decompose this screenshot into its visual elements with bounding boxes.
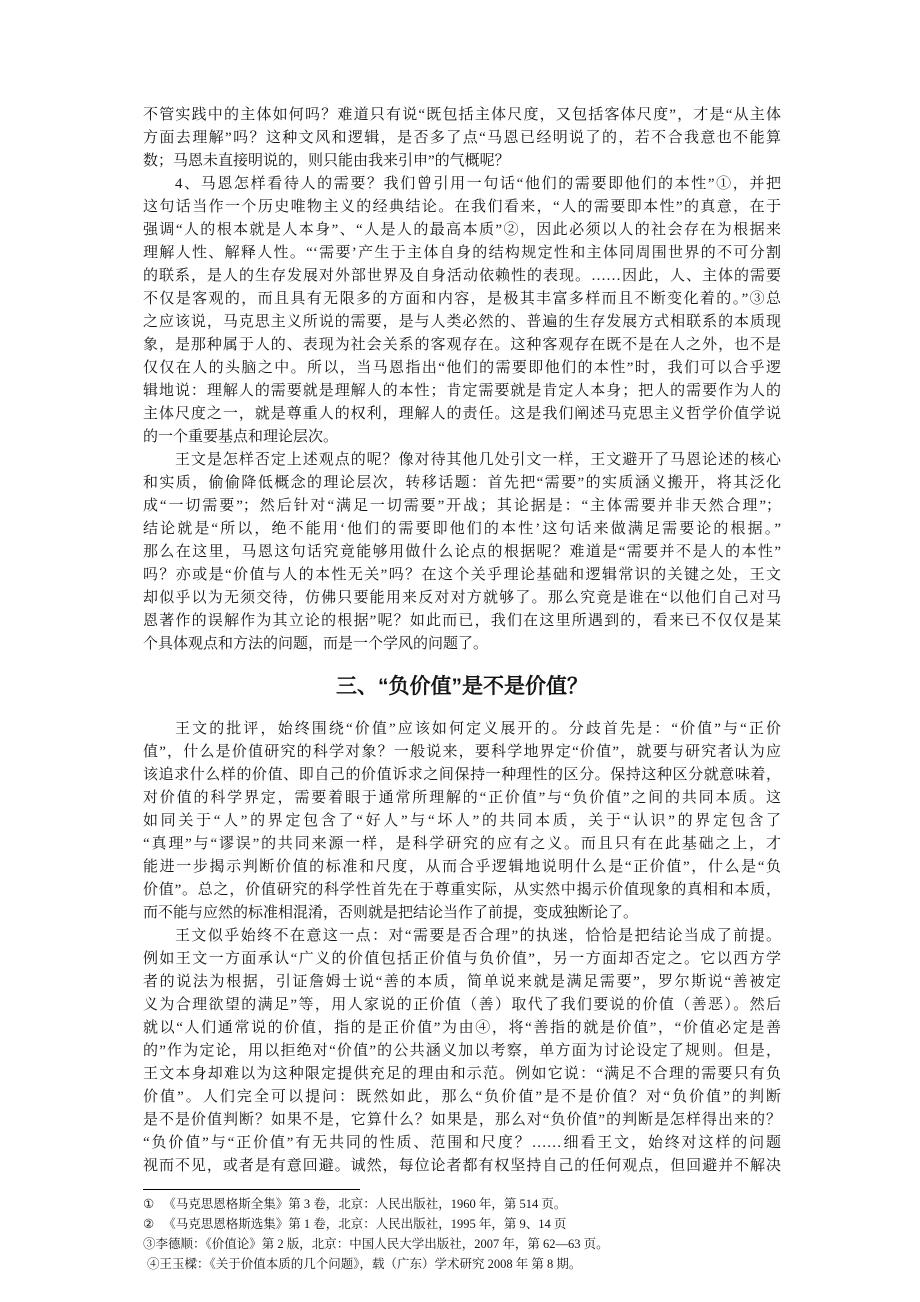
text-line: 却似乎以为无须交待，仿佛只要能用来反对对方就够了。那么究竟是谁在“以他们自己对马: [143, 590, 781, 606]
text-line: 不仅是客观的，而且具有无限多的方面和内容，是极其丰富多样而且不断变化着的。”③总: [143, 291, 781, 307]
text-line: 王文本身却难以为这种限定提供充足的理由和示范。例如它说：“满足不合理的需要只有负: [143, 1066, 781, 1082]
text-line: 恩著作的误解作为其立论的根据”呢？如此而已，我们在这里所遇到的，看来已不仅仅是某: [143, 613, 781, 629]
text-line: 义为合理欲望的满足”等，用人家说的正价值（善）取代了我们要说的价值（善恶）。然后: [143, 997, 781, 1013]
text-line: 而不能与应然的标准相混淆，否则就是把结论当作了前提，变成独断论了。: [143, 905, 639, 921]
footnote-mark: ②: [143, 1217, 155, 1231]
text-line: 理解人性、解释人性。“‘需要’产生于主体自身的结构规定性和主体同周围世界的不可分割: [143, 245, 781, 261]
text-line: 不管实践中的主体如何吗？难道只有说“既包括主体尺度，又包括客体尺度”，才是“从主体: [143, 107, 781, 123]
text-line: 王文似乎始终不在意这一点：对“需要是否合理”的执迷，恰恰是把结论当成了前提。: [175, 928, 781, 944]
section-heading: 三、“负价值”是不是价值？: [336, 675, 588, 698]
text-line: 的一个重要基点和理论层次。: [143, 429, 339, 445]
footnote-text: 《马克思恩格斯选集》第 1 卷，北京：人民出版社，1995 年，第 9、14 页: [163, 1217, 567, 1231]
text-line: 王文的批评，始终围绕“价值”应该如何定义展开的。分歧首先是：“价值”与“正价: [175, 721, 781, 737]
footnote-text: 《马克思恩格斯全集》第 3 卷，北京：人民出版社，1960 年，第 514 页。: [163, 1197, 567, 1211]
text-line: 数；马恩未直接明说的，则只能由我来引申”的气概呢？: [143, 153, 510, 169]
text-line: 视而不见，或者是有意回避。诚然，每位论者都有权坚持自己的任何观点，但回避并不解决: [143, 1158, 781, 1174]
text-line: 方面去理解”吗？这种文风和逻辑，是否多了点“马恩已经明说了的，若不合我意也不能算: [143, 130, 781, 146]
text-line: 主体尺度之一，就是尊重人的权利，理解人的责任。这是我们阐述马克思主义哲学价值学说: [143, 406, 781, 422]
text-line: 能进一步揭示判断价值的标准和尺度，从而合乎逻辑地说明什么是“正价值”，什么是“负: [143, 859, 781, 875]
footnote-text: 王玉樑：《关于价值本质的几个问题》，载（广东）学术研究 2008 年 第 8 期。: [159, 1257, 582, 1271]
text-line: 该追求什么样的价值、即自己的价值诉求之间保持一种理性的区分。保持这种区分就意味着，: [143, 767, 781, 783]
text-line: 之应该说，马克思主义所说的需要，是与人类必然的、普遍的生存发展方式相联系的本质现: [143, 314, 781, 330]
text-line: 就以“人们通常说的价值，指的是正价值”为由④，将“善指的就是价值”，“价值必定是善: [143, 1020, 781, 1036]
text-line: 值”，什么是价值研究的科学对象？一般说来，要科学地界定“价值”，就要与研究者认为应: [143, 744, 781, 760]
paragraph: [143, 104, 781, 173]
text-line: 的”作为定论，用以拒绝对“价值”的公共涵义加以考察，单方面为讨论设定了规则。但是，: [143, 1043, 781, 1059]
text-line: 这句话当作一个历史唯物主义的经典结论。在我们看来，“人的需要即本性”的真意，在于: [143, 199, 781, 215]
footnote-mark: ④: [147, 1257, 160, 1271]
paragraph: [143, 173, 781, 449]
footnote-mark: ③: [143, 1237, 156, 1251]
page-content: [143, 104, 781, 1274]
text-line: 成“一切需要”；然后针对“满足一切需要”开战；其论据是：“主体需要并非天然合理”；: [143, 498, 781, 514]
text-line: 和实质，偷偷降低概念的理论层次，转移话题：首先把“需要”的实质涵义搬开，将其泛化: [143, 475, 781, 491]
paragraph: [143, 925, 781, 1178]
text-line: 价值”。总之，价值研究的科学性首先在于尊重实际，从实然中揭示价值现象的真相和本质，: [143, 882, 781, 898]
footnote-mark: ①: [143, 1197, 155, 1211]
text-line: 王文是怎样否定上述观点的呢？像对待其他几处引文一样，王文避开了马恩论述的核心: [175, 452, 781, 468]
text-line: 如同关于“人”的界定包含了“好人”与“坏人”的共同本质，关于“认识”的界定包含了: [143, 813, 781, 829]
text-line: 象，是那种属于人的、表现为社会关系的客观存在。这种客观存在既不是在人之外，也不是: [143, 337, 781, 353]
text-line: 者的说法为根据，引证詹姆士说“善的本质，简单说来就是满足需要”，罗尔斯说“善被定: [143, 974, 781, 990]
text-line: 是不是价值判断？如果不是，它算什么？如果是，那么对“负价值”的判断是怎样得出来的？: [143, 1112, 781, 1128]
text-line: 辑地说：理解人的需要就是理解人的本性；肯定需要就是肯定人本身；把人的需要作为人的: [143, 383, 781, 399]
text-line: 仅仅在人的头脑之中。所以，当马恩指出“他们的需要即他们的本性”时，我们可以合乎逻: [143, 360, 781, 376]
text-line: “负价值”与“正价值”有无共同的性质、范围和尺度？……细看王文，始终对这样的问题: [143, 1135, 781, 1151]
text-line: 例如王文一方面承认“广义的价值包括正价值与负价值”，另一方面却否定之。它以西方学: [143, 951, 781, 967]
footnote: [143, 1194, 781, 1214]
footnote: [143, 1234, 781, 1254]
paragraph: [143, 449, 781, 656]
footnote: [143, 1254, 781, 1274]
text-line: 那么在这里，马恩这句话究竟能够用做什么论点的根据呢？难道是“需要并不是人的本性”: [143, 544, 781, 560]
text-line: 结论就是“所以，绝不能用‘他们的需要即他们的本性’这句话来做满足需要论的根据。”: [143, 521, 781, 537]
text-line: 个具体观点和方法的问题，而是一个学风的问题了。: [143, 636, 489, 652]
paragraph: [143, 718, 781, 925]
footnote-text: 李德顺：《价值论》第 2 版，北京：中国人民大学出版社，2007 年，第 62—63 页。: [155, 1237, 609, 1251]
text-line: “真理”与“谬误”的共同来源一样，是科学研究的应有之义。而且只有在此基础之上，才: [143, 836, 781, 852]
text-line: 对价值的科学界定，需要着眼于通常所理解的“正价值”与“负价值”之间的共同本质。这: [143, 790, 781, 806]
text-line: 强调“人的根本就是人本身”、“人是人的最高本质”②，因此必须以人的社会存在为根据来: [143, 222, 781, 238]
footnotes: [143, 1194, 781, 1274]
footnote: [143, 1214, 781, 1234]
footnote-separator: [143, 1189, 360, 1190]
text-line: 的联系，是人的生存发展对外部世界及自身活动依赖性的表现。……因此，人、主体的需要: [143, 268, 781, 284]
text-line: 吗？亦或是“价值与人的本性无关”吗？在这个关乎理论基础和逻辑常识的关键之处，王文: [143, 567, 781, 583]
text-line: 4、马恩怎样看待人的需要？我们曾引用一句话“他们的需要即他们的本性”①，并把: [175, 176, 781, 192]
text-line: 价值”。人们完全可以提问：既然如此，那么“负价值”是不是价值？对“负价值”的判断: [143, 1089, 781, 1105]
